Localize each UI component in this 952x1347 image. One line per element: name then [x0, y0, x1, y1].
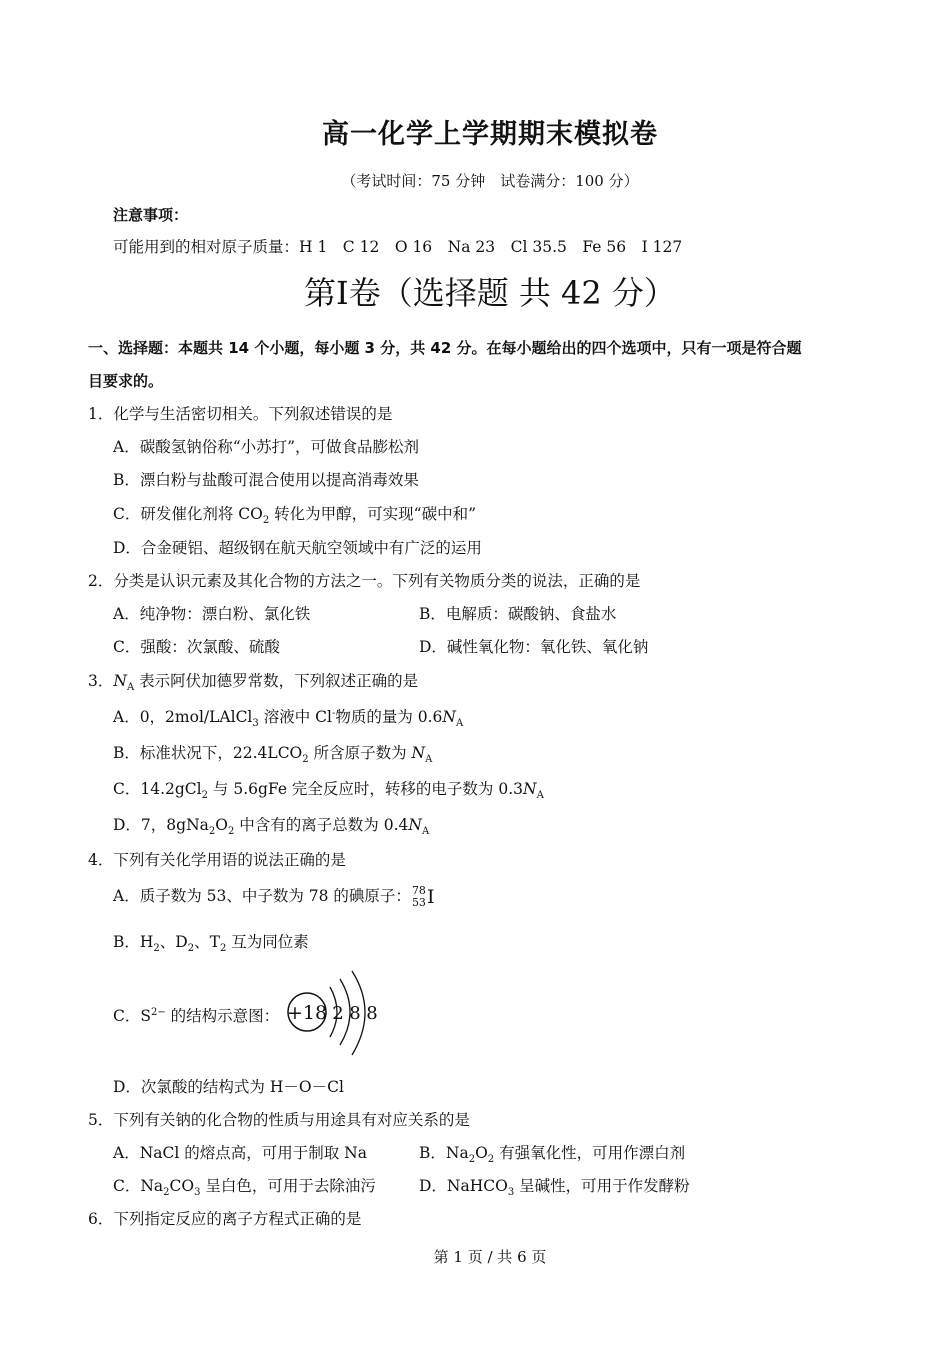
question-2-option-c: C．强酸：次氯酸、硫酸 [113, 638, 280, 656]
question-2-option-d: D．碱性氧化物：氧化铁、氧化钠 [419, 638, 649, 656]
notes-label: 注意事项： [113, 206, 189, 224]
section-title: 第Ⅰ卷（选择题 共 42 分） [304, 274, 676, 312]
question-6-stem: 6．下列指定反应的离子方程式正确的是 [88, 1210, 362, 1228]
question-4-option-c: C．$S^{2-}$ 的结构示意图： [113, 1006, 280, 1025]
question-3-option-c: C．14.2gCl$_2$ 与 5.6gFe 完全反应时，转移的电子数为 $0.3N_A$ [113, 780, 544, 802]
question-1-option-b: B．漂白粉与盐酸可混合使用以提高消毒效果 [113, 471, 419, 489]
question-3-option-b: B．标准状况下，$22.4LCO_2$ 所含原子数为 $N_A$ [113, 744, 433, 766]
question-5-option-a: A．NaCl 的熔点高，可用于制取 Na [113, 1144, 367, 1162]
question-1-option-a: A．碳酸氢钠俗称“小苏打”，可做食品膨松剂 [113, 438, 420, 456]
shell-1-electrons: 2 [332, 1003, 344, 1024]
shell-2-electrons: 8 [349, 1003, 361, 1024]
nucleus-charge: +18 [286, 1002, 328, 1024]
question-4-option-a: A．质子数为 53、中子数为 78 的碘原子： 78 53 I [113, 884, 435, 909]
section-instruction-line2: 目要求的。 [88, 372, 164, 390]
question-1-option-d: D．合金硬铝、超级钢在航天航空领域中有广泛的运用 [113, 539, 482, 557]
question-5-stem: 5．下列有关钠的化合物的性质与用途具有对应关系的是 [88, 1111, 470, 1129]
question-4-option-b: B．$H_2$、$D_2$、$T_2$ 互为同位素 [113, 933, 309, 955]
question-2-option-b: B．电解质：碳酸钠、食盐水 [419, 605, 617, 623]
exam-info: （考试时间：75 分钟 试卷满分：100 分） [341, 172, 639, 190]
question-3-option-d: D．7，$8gNa_2O_2$ 中含有的离子总数为 $0.4N_A$ [113, 816, 430, 838]
question-1-option-c: C．研发催化剂将 $CO_2$ 转化为甲醇，可实现“碳中和” [113, 505, 477, 527]
question-2-option-a: A．纯净物：漂白粉、氯化铁 [113, 605, 311, 623]
question-4-stem: 4．下列有关化学用语的说法正确的是 [88, 851, 346, 869]
question-1-stem: 1．化学与生活密切相关。下列叙述错误的是 [88, 405, 393, 423]
shell-3-electrons: 8 [366, 1003, 378, 1024]
question-3-stem: 3．$N_A$ 表示阿伏加德罗常数，下列叙述正确的是 [88, 672, 419, 694]
atomic-masses: 可能用到的相对原子质量：H 1 C 12 O 16 Na 23 Cl 35.5 Fe 56 I 127 [113, 238, 683, 256]
question-5-option-b: B．$Na_2O_2$ 有强氧化性，可用作漂白剂 [419, 1144, 686, 1166]
page-title: 高一化学上学期期末模拟卷 [322, 119, 658, 150]
question-5-option-c: C．$Na_2CO_3$ 呈白色，可用于去除油污 [113, 1177, 376, 1199]
question-4-option-d: D．次氯酸的结构式为 H－O－Cl [113, 1078, 344, 1096]
sulfide-ion-structure-diagram [280, 965, 390, 1065]
question-5-option-d: D．NaHCO$_3$ 呈碱性，可用于作发酵粉 [419, 1177, 690, 1199]
nuclide-notation: 78 53 [411, 884, 426, 909]
page-number: 第 1 页 / 共 6 页 [433, 1248, 547, 1266]
question-2-stem: 2．分类是认识元素及其化合物的方法之一。下列有关物质分类的说法，正确的是 [88, 572, 641, 590]
section-instruction-line1: 一、选择题：本题共 14 个小题，每小题 3 分，共 42 分。在每小题给出的四个选项中，只有一项是符合题 [88, 339, 802, 357]
question-3-option-a: A．0，2mol/LAlCl$_3$ 溶液中 Cl-物质的量为 $0.6N_A$ [113, 707, 464, 730]
